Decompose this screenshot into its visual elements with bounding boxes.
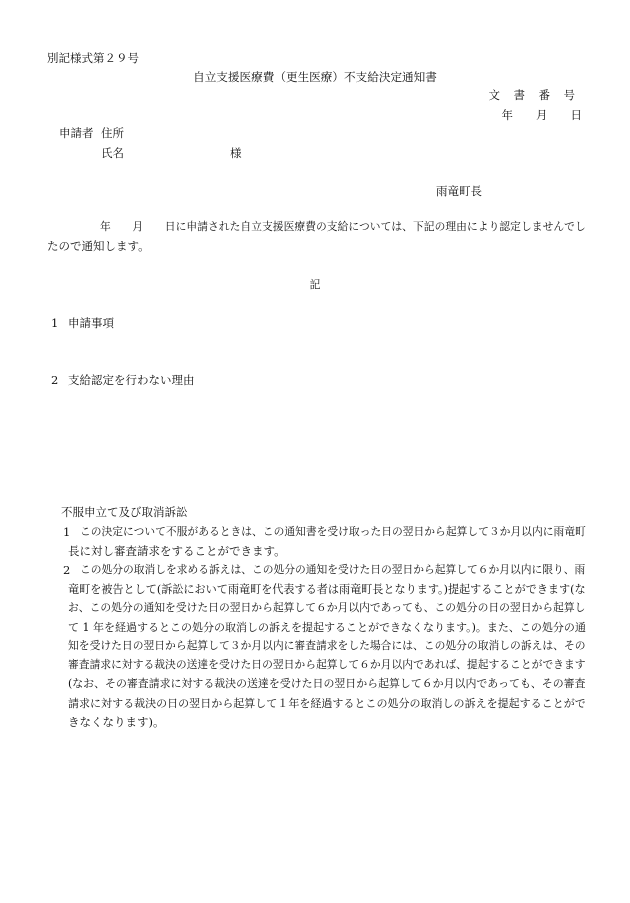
applicant-label: 申請者 bbox=[59, 126, 94, 140]
clause-2-line: この処分の取消しを求める訴えは、この処分の通知を受けた日の翌日から起算して６か月以内に限り、雨 bbox=[80, 563, 586, 576]
clause-1-number: 1 bbox=[63, 525, 71, 539]
address-label: 住所 bbox=[101, 126, 124, 140]
issuer: 雨竜町長 bbox=[436, 184, 482, 198]
body-line-2: たので通知します。 bbox=[47, 239, 150, 253]
item-1-number: 1 bbox=[51, 316, 59, 330]
name-label: 氏名 bbox=[101, 146, 124, 160]
clause-2-line: きなくなります)。 bbox=[68, 715, 165, 729]
honorific: 様 bbox=[230, 146, 242, 160]
clause-1-line: 長に対し審査請求をすることができます。 bbox=[68, 544, 286, 558]
document-title: 自立支援医療費（更生医療）不支給決定通知書 bbox=[193, 70, 437, 84]
body-line-1: 年 月 日に申請された自立支援医療費の支給については、下記の理由により認定しませんでし bbox=[100, 220, 586, 233]
clause-2-number: 2 bbox=[63, 563, 71, 577]
document-number-label: 文 書 番 号 bbox=[488, 88, 576, 102]
appeal-heading: 不服申立て及び取消訴訟 bbox=[61, 505, 188, 519]
item-1-label: 申請事項 bbox=[68, 316, 114, 330]
clause-1-line: この決定について不服があるときは、この通知書を受け取った日の翌日から起算して３か月以内に雨竜町 bbox=[80, 525, 586, 538]
form-number: 別記様式第２９号 bbox=[47, 51, 139, 65]
issue-date: 年 月 日 bbox=[501, 108, 582, 122]
item-2-number: 2 bbox=[51, 373, 59, 387]
clause-2-line: 竜町を被告として(訴訟において雨竜町を代表する者は雨竜町長となります。)提起することができます(な bbox=[68, 583, 586, 596]
clause-2-line: 請求に対する裁決の日の翌日から起算して１年を経過するとこの処分の取消しの訴えを提起することがで bbox=[68, 697, 586, 710]
clause-2-line: 知を受けた日の翌日から起算して３か月以内に審査請求をした場合には、この処分の取消しの訴えは、その bbox=[68, 639, 586, 652]
clause-2-line: (なお、その審査請求に対する裁決の送達を受けた日の翌日から起算して６か月以内であっても、その審査 bbox=[68, 677, 586, 690]
clause-2-line: 審査請求に対する裁決の送達を受けた日の翌日から起算して６か月以内であれば、提起することができます bbox=[68, 658, 586, 671]
ki-marker: 記 bbox=[309, 278, 321, 291]
clause-2-line: て 1 年を経過するとこの処分の取消しの訴えを提起することができなくなります。)。また、この処分の通 bbox=[68, 621, 586, 634]
item-2-label: 支給認定を行わない理由 bbox=[68, 373, 195, 387]
clause-2-line: お、この処分の通知を受けた日の翌日から起算して６か月以内であっても、この処分の日の翌日から起算し bbox=[68, 601, 586, 614]
